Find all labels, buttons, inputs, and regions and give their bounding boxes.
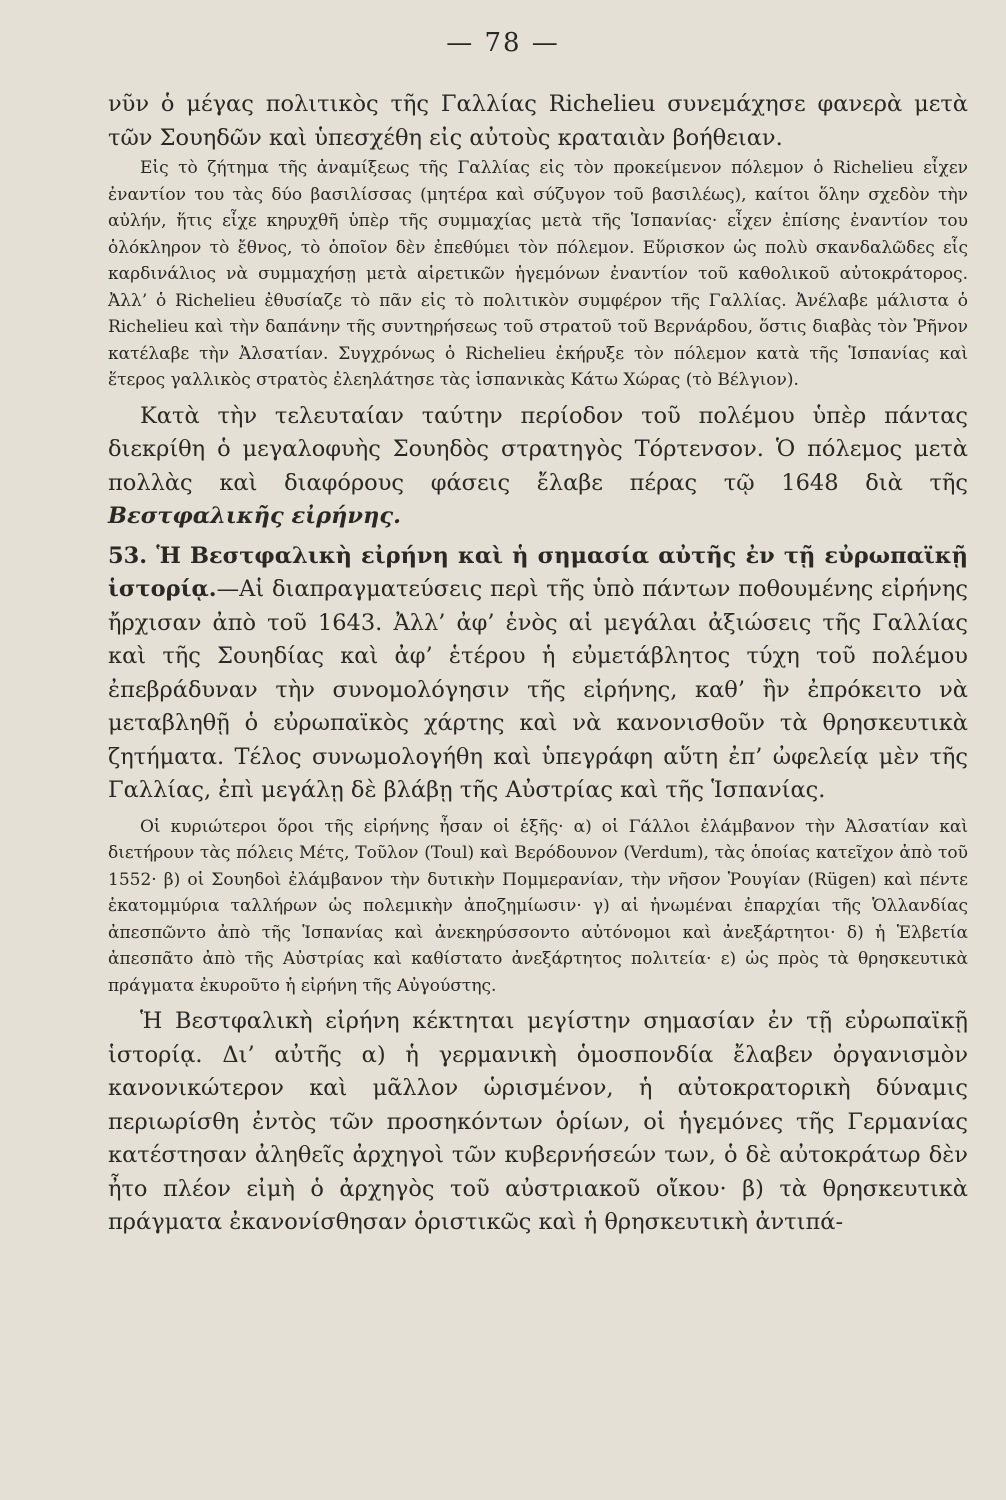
- intro-paragraph: νῦν ὁ μέγας πολιτικὸς τῆς Γαλλίας Richelieu συνεμάχησε φανερὰ μετὰ τῶν Σουηδῶν καὶ ὑπεσχέθη εἰς αὐτοὺς κραταιὰν βοήθειαν.: [108, 91, 968, 151]
- paragraph-significance: Ἡ Βεστφαλικὴ εἰρήνη κέκτηται μεγίστην σημασίαν ἐν τῇ εὐρωπαϊκῇ ἱστορίᾳ. Δι’ αὐτῆς α) ἡ γερμανικὴ ὁμοσπονδία ἔλαβεν ὀργανισμὸν κανονικώτερον καὶ μᾶλλον ὡρισμένον, ἡ αὐτοκρατορικὴ δύναμις περιωρίσθη ἐντὸς τῶν προσηκόντων ὁρίων, οἱ ἡγεμόνες τῆς Γερμανίας κατέστησαν ἀληθεῖς ἀρχηγοὶ τῶν κυβερνήσεών των, ὁ δὲ αὐτοκράτωρ δὲν ἦτο πλέον εἰμὴ ὁ ἀρχηγὸς τοῦ αὐστριακοῦ οἴκου· β) τὰ θρησκευτικὰ πράγματα ἐκανονίσθησαν ὁριστικῶς καὶ ἡ θρησκευτικὴ ἀντιπά-: [108, 1008, 968, 1235]
- page-body: [108, 88, 968, 1240]
- note-paragraph-richelieu: Εἰς τὸ ζήτημα τῆς ἀναμίξεως τῆς Γαλλίας εἰς τὸν προκείμενον πόλεμον ὁ Richelieu εἶχεν ἐναντίον του τὰς δύο βασιλίσσας (μητέρα καὶ σύζυγον τοῦ βασιλέως), καίτοι ὅλην σχεδὸν τὴν αὐλήν, ἥτις εἶχε κηρυχθῆ ὑπὲρ τῆς συμμαχίας μετὰ τῆς Ἱσπανίας· εἶχεν ἐπίσης ἐναντίον του ὁλόκληρον τὸ ἔθνος, τὸ ὁποῖον δὲν ἐπεθύμει τὸν πόλεμον. Εὕρισκον ὡς πολὺ σκανδαλῶδες εἷς καρδινάλιος νὰ συμμαχήσῃ μετὰ αἱρετικῶν ἡγεμόνων ἐναντίον τοῦ καθολικοῦ αὐτοκράτορος. Ἀλλ’ ὁ Richelieu ἐθυσίαζε τὸ πᾶν εἰς τὸ πολιτικὸν συμφέρον τῆς Γαλλίας. Ἀνέλαβε μάλιστα ὁ Richelieu καὶ τὴν δαπάνην τῆς συντηρήσεως τοῦ στρατοῦ τοῦ Βερνάρδου, ὅστις διαβὰς τὸν Ῥῆνον κατέλαβε τὴν Ἀλσατίαν. Συγχρόνως ὁ Richelieu ἐκήρυξε τὸν πόλεμον κατὰ τῆς Ἱσπανίας καὶ ἕτερος γαλλικὸς στρατὸς ἐλεηλάτησε τὰς ἱσπανικὰς Κάτω Χώρας (τὸ Βέλγιον).: [108, 158, 968, 390]
- page-number: — 78 —: [446, 28, 560, 58]
- paragraph-torstenson: [108, 400, 968, 534]
- note-paragraph-terms: Οἱ κυριώτεροι ὅροι τῆς εἰρήνης ἦσαν οἱ ἑξῆς· α) οἱ Γάλλοι ἐλάμβανον τὴν Ἀλσατίαν καὶ διετήρουν τὰς πόλεις Μέτς, Τοῦλον (Toul) καὶ Βερόδουνον (Verdum), τὰς ὁποίας κατεῖχον ἀπὸ τοῦ 1552· β) οἱ Σουηδοὶ ἐλάμβανον τὴν δυτικὴν Πομμερανίαν, τὴν νῆσον Ῥουγίαν (Rügen) καὶ πέντε ἑκατομμύρια ταλλήρων ὡς πολεμικὴν ἀποζημίωσιν· γ) αἱ ἡνωμέναι ἐπαρχίαι τῆς Ὁλλανδίας ἀπεσπῶντο ἀπὸ τῆς Ἱσπανίας καὶ ἀνεκηρύσσοντο αὐτόνομοι καὶ ἀνεξάρτητοι· δ) ἡ Ἑλβετία ἀπεσπᾶτο ἀπὸ τῆς Αὐστρίας καὶ καθίστατο ἀνεξάρτητος πολιτεία· ε) ὡς πρὸς τὰ θρησκευτικὰ πράγματα ἐκυροῦτο ἡ εἰρήνη τῆς Αὐγούστης.: [108, 816, 968, 996]
- paragraph-torstenson-text: Κατὰ τὴν τελευταίαν ταύτην περίοδον τοῦ πολέμου ὑπὲρ πάντας διεκρίθη ὁ μεγαλοφυὴς Σουηδὸς στρατηγὸς Τόρτενσον. Ὁ πόλεμος μετὰ πολλὰς καὶ διαφόρους φάσεις ἔλαβε πέρας τῷ 1648 διὰ τῆς: [108, 402, 968, 496]
- section-53-body: —Αἱ διαπραγματεύσεις περὶ τῆς ὑπὸ πάντων ποθουμένης εἰρήνης ἤρχισαν ἀπὸ τοῦ 1643. Ἀλλ’ ἀφ’ ἑνὸς αἱ μεγάλαι ἀξιώσεις τῆς Γαλλίας καὶ τῆς Σουηδίας καὶ ἀφ’ ἑτέρου ἡ εὐμετάβλητος τύχη τοῦ πολέμου ἐπεβράδυναν τὴν συνομολόγησιν τῆς εἰρήνης, καθ’ ἣν ἐπρόκειτο νὰ μεταβληθῇ ὁ εὐρωπαϊκὸς χάρτης καὶ νὰ κανονισθοῦν τὰ θρησκευτικὰ ζητήματα. Τέλος συνωμολογήθη καὶ ὑπεγράφη αὕτη ἐπ’ ὠφελείᾳ μὲν τῆς Γαλλίας, ἐπὶ μεγάλῃ δὲ βλάβῃ τῆς Αὐστρίας καὶ τῆς Ἱσπανίας.: [108, 576, 968, 803]
- section-53: [108, 540, 968, 808]
- westphalia-peace-emphasis: Βεστφαλικῆς εἰρήνης.: [108, 503, 401, 529]
- section-heading: 53. Ἡ Βεστφαλικὴ εἰρήνη καὶ ἡ σημασία αὐτῆς ἐν τῇ εὐρωπαϊκῇ ἱστορίᾳ.: [108, 542, 968, 602]
